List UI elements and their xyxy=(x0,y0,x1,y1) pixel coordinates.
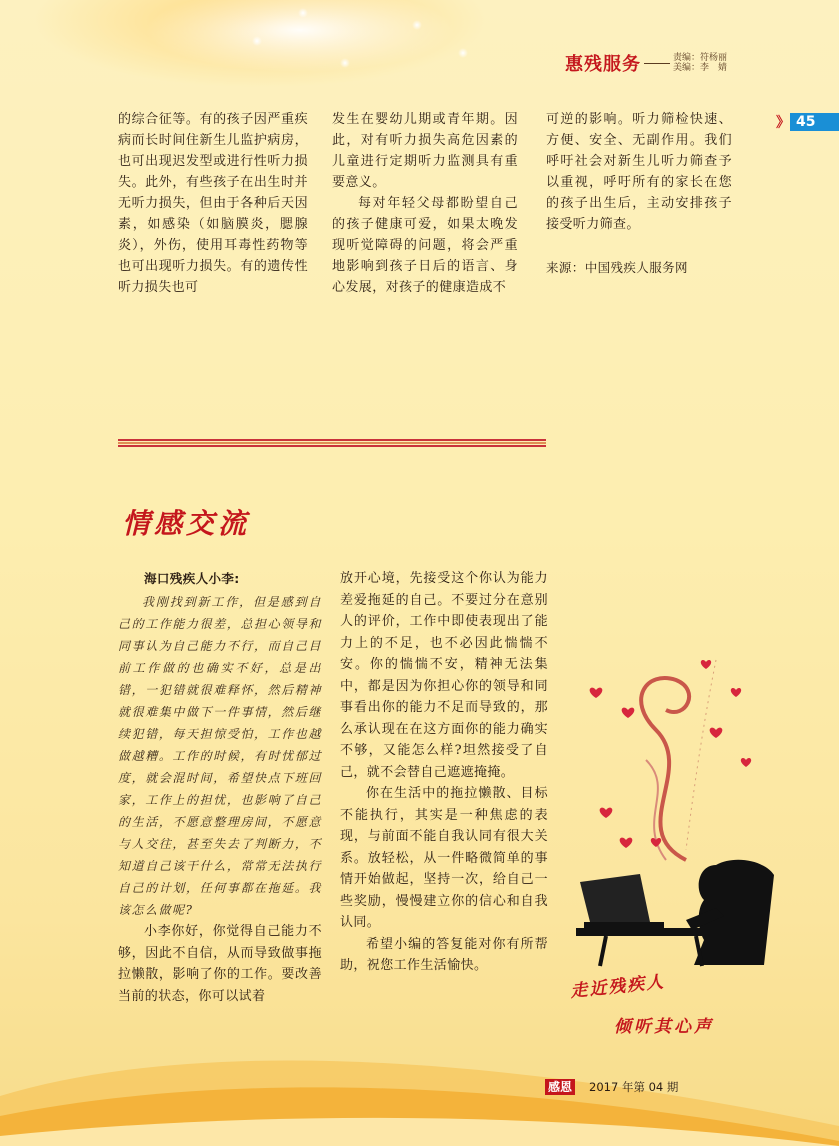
article-column-2 xyxy=(332,109,518,298)
slogan-line-2: 倾听其心声 xyxy=(614,1017,714,1037)
answer-text: 放开心境，先接受这个你认为能力差爱拖延的自己。不要过分在意别人的评价，工作中即使表现出了能力上的不足，也不必因此惴惴不安。你的惴惴不安，精神无法集中，都是因为你担心你的领导和同事看出你的能力不足而导致的，那么承认现在在这方面你的能力确实不够，又能怎么样?坦然接受了自己，就不会替自己遮遮掩掩。 xyxy=(340,571,548,780)
editor-line: 责编：符杨丽 xyxy=(673,53,728,63)
answer-text: 希望小编的答复能对你有所帮助，祝您工作生活愉快。 xyxy=(340,936,548,973)
page-number-tab xyxy=(776,112,839,132)
sparkle-decoration xyxy=(252,36,262,46)
sparkle-decoration xyxy=(298,8,308,18)
question-text: 我刚找到新工作，但是感到自己的工作能力很差，总担心领导和同事认为自己能力不行，而自己目前工作做的也确实不好，总是出错，一犯错就很难释怀，然后精神就很难集中做下一件事情，然后继续犯错，每天担惊受怕，工作也越做越糟。工作的时候，有时忧郁过度，就会混时间，希望快点下班回家，工作上的担忧，也影响了自己的生活，不愿意整理房间，不愿意与人交往，甚至失去了判断力，不知道自己该干什么，常常无法执行自己的计划，任何事都在拖延。我该怎么做呢? xyxy=(118,595,322,917)
double-chevron-icon: 》 xyxy=(776,115,790,131)
page-footer xyxy=(545,1079,678,1095)
magazine-logo: 感恩 xyxy=(545,1079,575,1095)
designer-line: 美编：李 婧 xyxy=(673,63,728,73)
editor-credits xyxy=(673,53,727,73)
article-column-3 xyxy=(546,109,732,278)
page-header xyxy=(565,50,727,76)
answer-text: 你在生活中的拖拉懒散、目标不能执行，其实是一种焦虑的表现，与前面不能自我认同有很大关系。放轻松，从一件略微简单的事情开始做起，坚持一次，给自己一些奖励，慢慢建立你的信心和自我认同。 xyxy=(340,786,548,930)
bottom-swoosh-decoration xyxy=(0,1036,839,1146)
article-text: 可逆的影响。听力筛检快速、方便、安全、无副作用。我们呼吁社会对新生儿听力筛查予以重视，呼吁所有的家长在您的孩子出生后，主动安排孩子接受听力筛查。 xyxy=(546,112,732,232)
sparkle-decoration xyxy=(412,20,422,30)
section-title: 情感交流 xyxy=(122,507,251,540)
sparkle-decoration xyxy=(458,48,468,58)
slogan-line-1: 走近残疾人 xyxy=(569,972,667,1002)
section-name: 惠残服务 xyxy=(565,54,641,75)
page-number: 45 xyxy=(790,113,839,131)
article-column-1 xyxy=(118,109,308,298)
article-text: 每对年轻父母都盼望自己的孩子健康可爱，如果太晚发现听觉障碍的问题，将会严重地影响到孩子日后的语言、身心发展，对孩子的健康造成不 xyxy=(332,196,518,295)
asker-name: 海口残疾人小李: xyxy=(144,571,240,586)
section-divider xyxy=(118,439,546,447)
issue-label: 2017 年第 04 期 xyxy=(589,1080,679,1094)
qa-column-left xyxy=(118,568,322,1007)
article-text: 发生在婴幼儿期或青年期。因此，对有听力损失高危因素的儿童进行定期听力监测具有重要意义。 xyxy=(332,112,518,190)
header-dash xyxy=(644,63,670,64)
qa-column-right xyxy=(340,568,548,977)
article-text: 的综合征等。有的孩子因严重疾病而长时间住新生儿监护病房，也可出现迟发型或进行性听力损失。此外，有些孩子在出生时并无听力损失，但由于各种后天因素，如感染（如脑膜炎，腮腺炎），外伤，使用耳毒性药物等也可出现听力损失。有的遗传性听力损失也可 xyxy=(118,112,308,295)
article-source: 来源：中国残疾人服务网 xyxy=(546,260,688,275)
sparkle-decoration xyxy=(340,58,350,68)
answer-text: 小李你好，你觉得自己能力不够，因此不自信，从而导致做事拖拉懒散，影响了你的工作。要改善当前的状态，你可以试着 xyxy=(118,924,322,1004)
woman-laptop-illustration xyxy=(566,650,776,980)
top-glow-decoration xyxy=(0,0,560,110)
